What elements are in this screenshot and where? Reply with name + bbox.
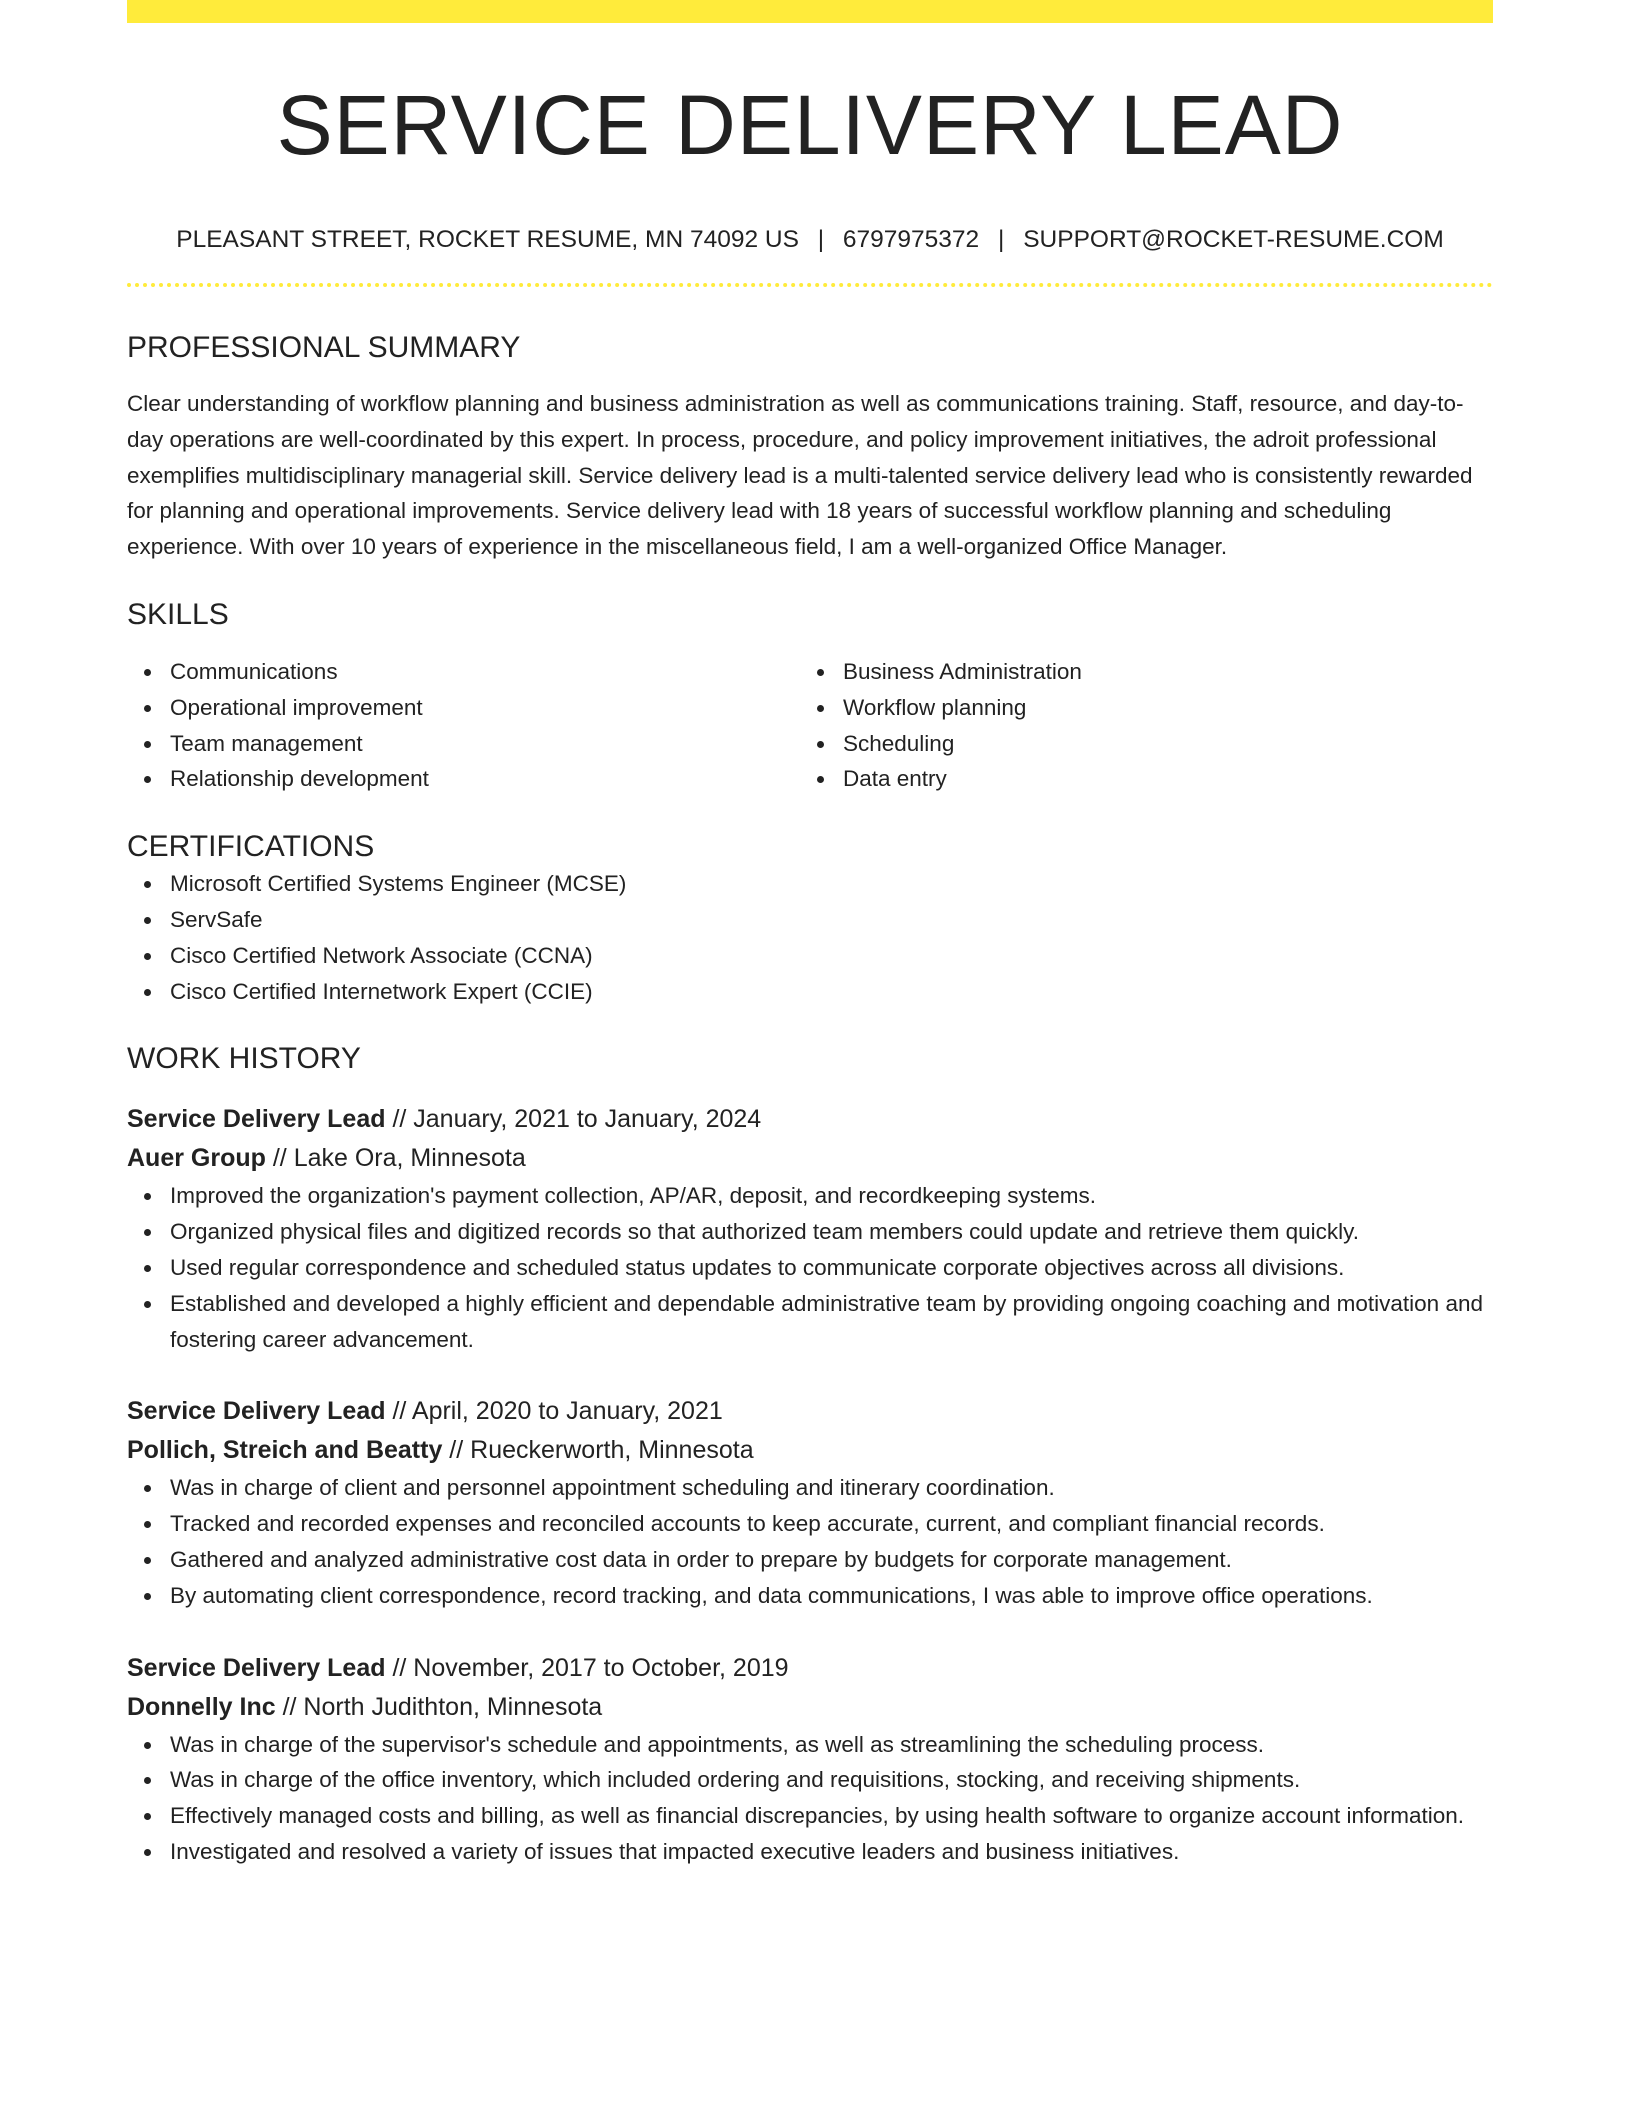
job-entry [127,1392,1493,1613]
job-entry [127,1649,1493,1870]
job-bullet: Investigated and resolved a variety of issues that impacted executive leaders and business initiatives. [170,1834,1493,1870]
job-bullet: By automating client correspondence, record tracking, and data communications, I was able to improve office operations. [170,1578,1493,1614]
certification-item: ServSafe [170,902,1493,938]
job-bullet: Tracked and recorded expenses and reconciled accounts to keep accurate, current, and compliant financial records. [170,1506,1493,1542]
certifications-heading: CERTIFICATIONS [127,830,375,864]
skills-column-left [127,654,800,797]
skill-item: Data entry [843,761,1473,797]
certification-item: Cisco Certified Network Associate (CCNA) [170,938,1493,974]
job-title: Service Delivery Lead [127,1397,386,1426]
job-bullet: Was in charge of the supervisor's schedule and appointments, as well as streamlining the scheduling process. [170,1727,1493,1763]
contact-address: PLEASANT STREET, ROCKET RESUME, MN 74092 US [176,226,799,253]
job-bullet: Improved the organization's payment collection, AP/AR, deposit, and recordkeeping systems. [170,1178,1493,1214]
job-bullet: Was in charge of the office inventory, which included ordering and requisitions, stocking, and receiving shipments. [170,1762,1493,1798]
job-bullet: Gathered and analyzed administrative cost data in order to prepare by budgets for corporate management. [170,1542,1493,1578]
job-entry [127,1100,1493,1357]
skill-item: Scheduling [843,726,1473,762]
job-dates: // November, 2017 to October, 2019 [385,1653,789,1682]
skill-item: Business Administration [843,654,1473,690]
job-company: Auer Group [127,1144,266,1173]
job-bullet: Used regular correspondence and scheduled status updates to communicate corporate objectives across all divisions. [170,1250,1493,1286]
job-bullet: Established and developed a highly efficient and dependable administrative team by providing ongoing coaching and motivation and fostering career advancement. [170,1286,1493,1358]
contact-separator: | [817,226,825,253]
job-title: Service Delivery Lead [127,1653,386,1682]
certification-item: Cisco Certified Internetwork Expert (CCIE) [170,974,1493,1010]
skills-column-right [800,654,1473,797]
summary-text: Clear understanding of workflow planning and business administration as well as communications training. Staff, resource, and day-to-day operations are well-coordinated by this expert. In process, procedure, and policy improvement initiatives, the adroit professional exemplifies multidisciplinary managerial skill. Service delivery lead is a multi-talented service delivery lead who is consistently rewarded for planning and operational improvements. Service delivery lead with 18 years of successful workflow planning and scheduling experience. With over 10 years of experience in the miscellaneous field, I am a well-organized Office Manager. [127,391,1473,560]
job-bullets [127,1178,1493,1357]
job-bullet: Was in charge of client and personnel appointment scheduling and itinerary coordination. [170,1470,1493,1506]
resume-page [127,0,1493,1870]
job-company: Pollich, Streich and Beatty [127,1436,443,1465]
job-title-line [127,1100,1493,1139]
job-title: Service Delivery Lead [127,1105,386,1134]
contact-phone: 6797975372 [842,226,980,253]
job-dates: // January, 2021 to January, 2024 [385,1105,762,1134]
job-dates: // April, 2020 to January, 2021 [385,1397,723,1426]
job-title-line [127,1649,1493,1688]
skills-heading: SKILLS [127,597,229,631]
skill-item: Relationship development [170,761,800,797]
skills-grid [127,654,1493,797]
resume-title: SERVICE DELIVERY LEAD [276,78,1344,172]
certification-item: Microsoft Certified Systems Engineer (MCSE) [170,866,1493,902]
skill-item: Operational improvement [170,690,800,726]
contact-separator: | [998,226,1005,253]
summary-heading: PROFESSIONAL SUMMARY [127,331,521,364]
contact-line [127,224,1493,256]
job-company-line [127,1688,1493,1727]
job-bullets [127,1727,1493,1870]
job-bullet: Effectively managed costs and billing, as well as financial discrepancies, by using health software to organize account information. [170,1798,1493,1834]
skill-item: Team management [170,726,800,762]
work-history-heading: WORK HISTORY [127,1042,361,1076]
top-accent-bar [127,0,1493,23]
dotted-divider [127,283,1493,287]
certifications-list [127,866,1493,1009]
job-company: Donnelly Inc [127,1692,276,1721]
skill-item: Workflow planning [843,690,1473,726]
job-company-line [127,1139,1493,1178]
job-title-line [127,1392,1493,1431]
job-company-line [127,1431,1493,1470]
skill-item: Communications [170,654,800,690]
job-location: // Rueckerworth, Minnesota [442,1436,754,1465]
job-location: // Lake Ora, Minnesota [265,1144,526,1173]
contact-email: SUPPORT@ROCKET-RESUME.COM [1023,226,1444,253]
job-bullet: Organized physical files and digitized records so that authorized team members could update and retrieve them quickly. [170,1214,1493,1250]
job-bullets [127,1470,1493,1613]
job-location: // North Judithton, Minnesota [275,1692,603,1721]
